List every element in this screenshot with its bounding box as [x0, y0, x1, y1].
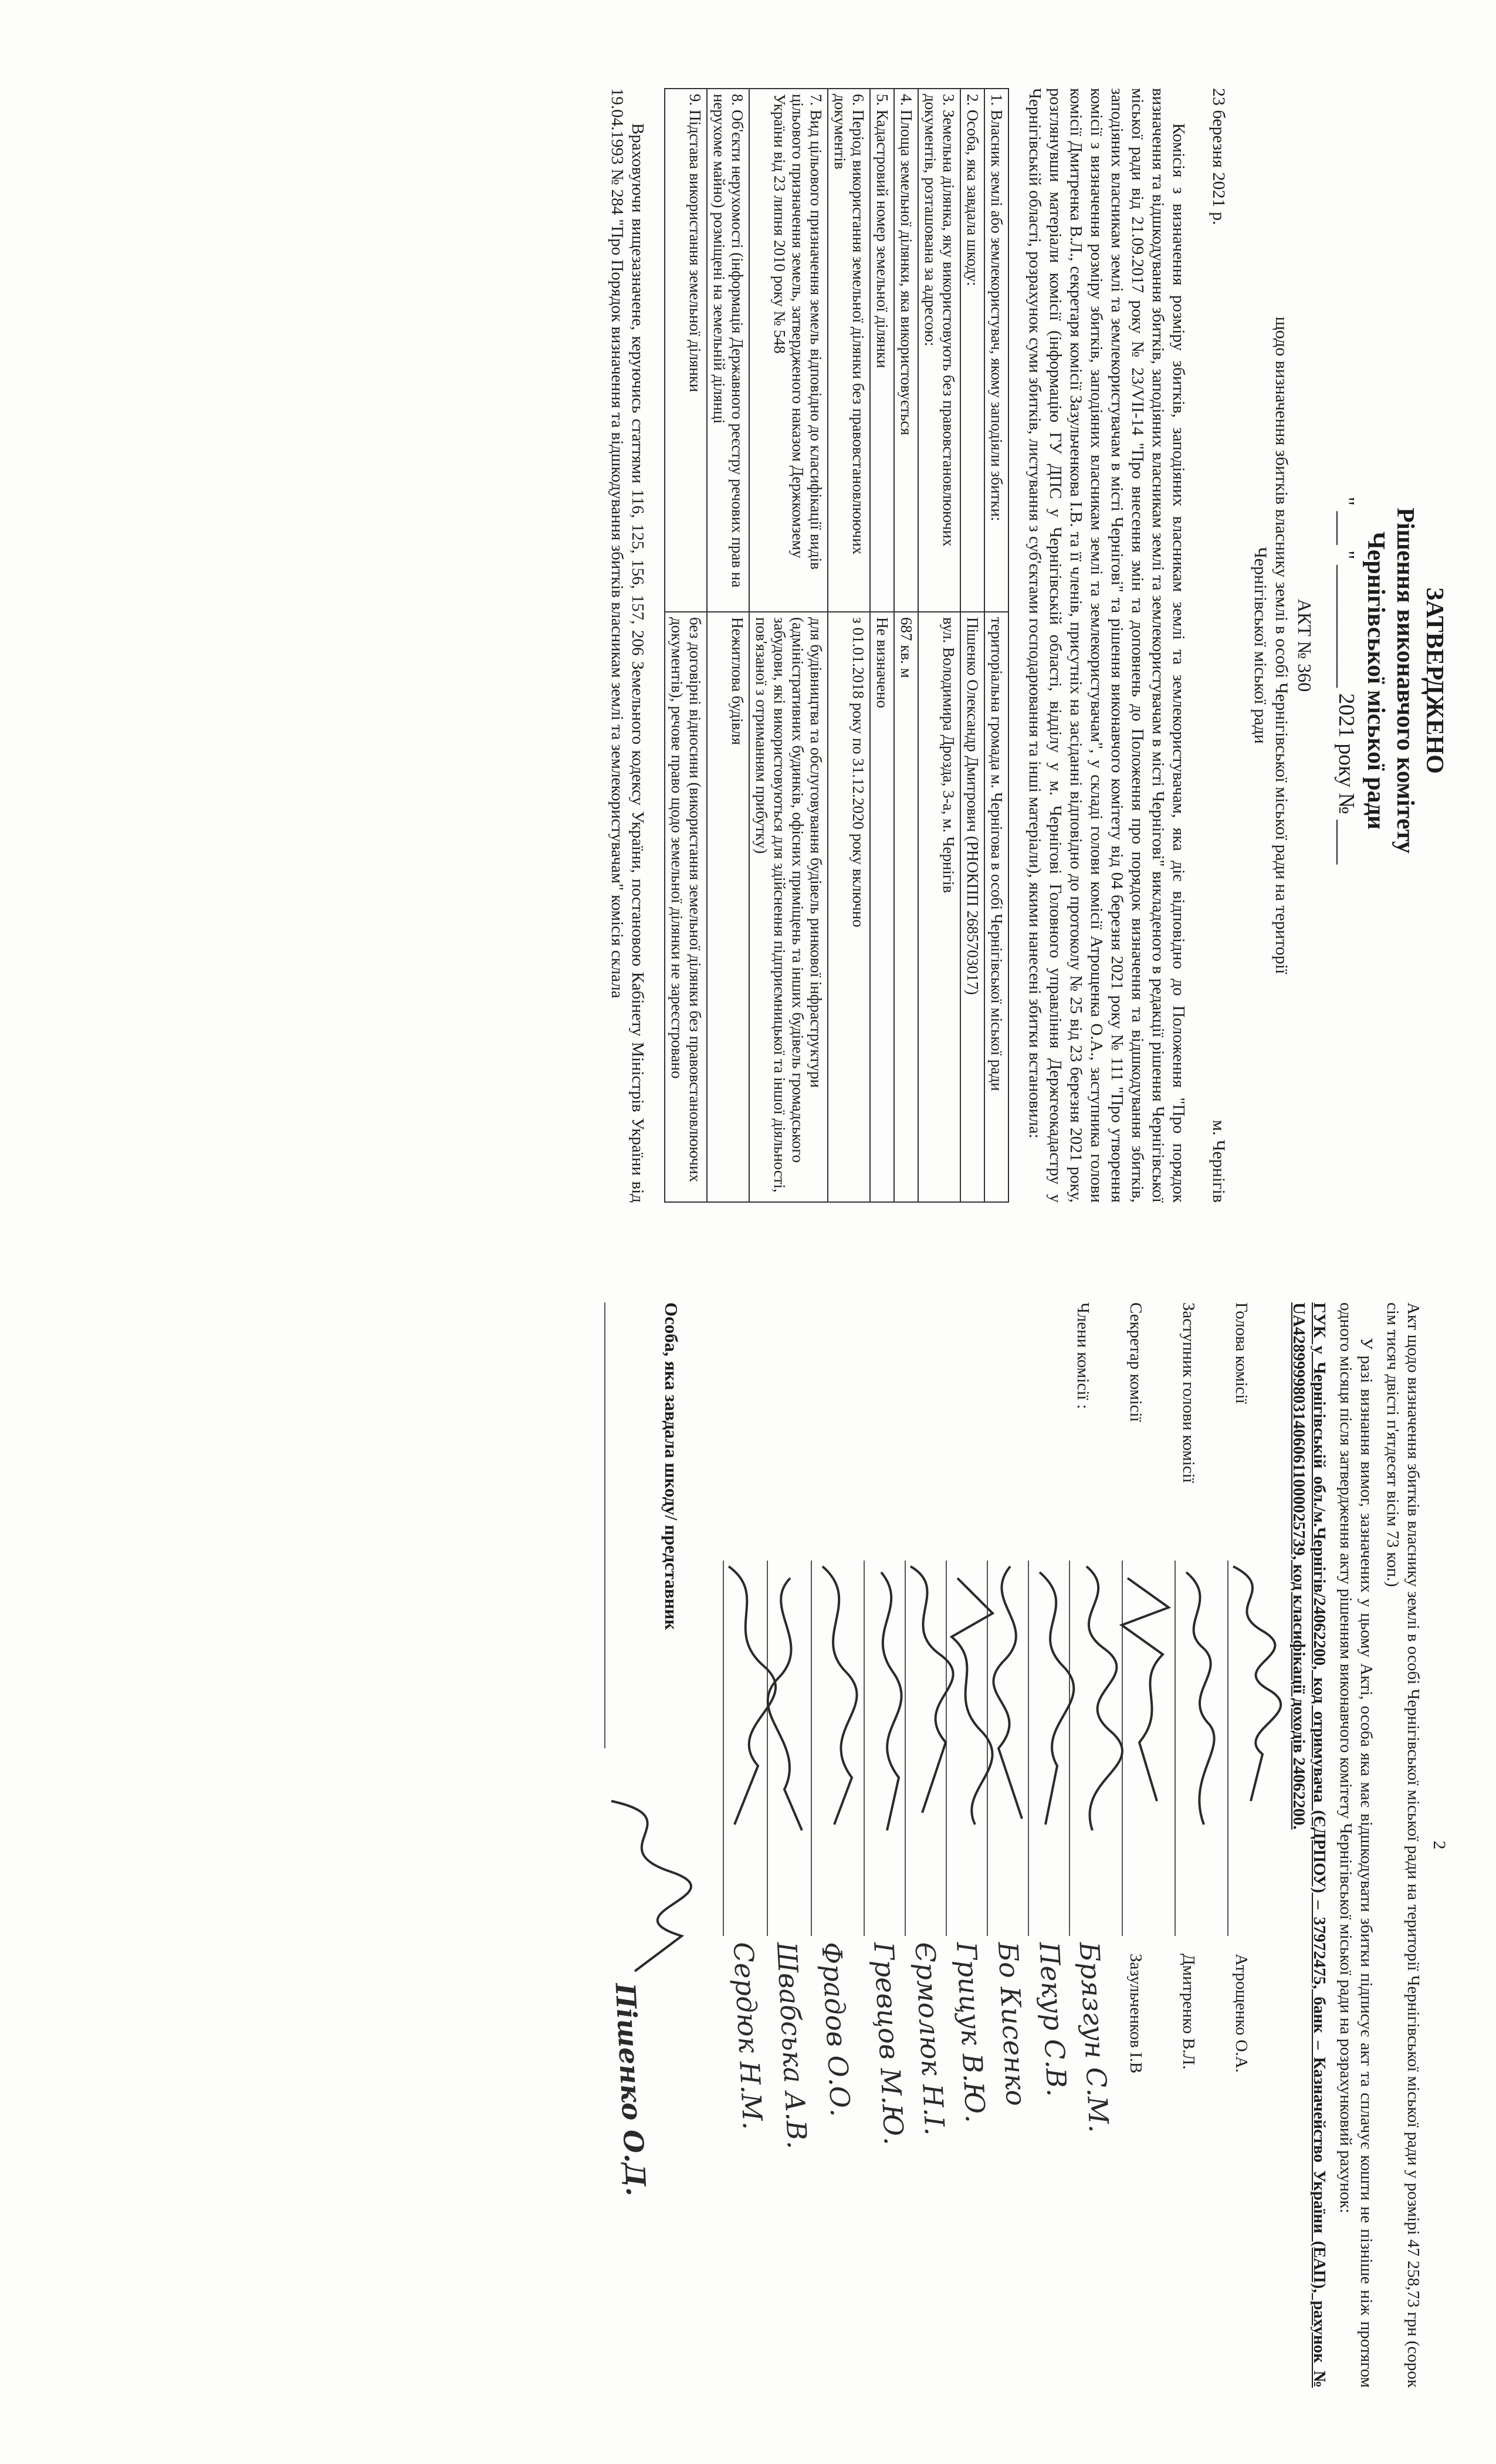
act-summary-text: Акт щодо визначення збитків власнику землі в особі Чернігівської міської ради на території Чернігівської міської ради у розмірі 47 258,73 грн (сорок сім тисяч двісті п'ятдесят вісім 73 коп.): [1383, 1302, 1423, 2388]
decision-label: Рішення виконавчого комітету: [1392, 507, 1419, 854]
table-row: [984, 89, 1008, 1202]
row-label: 9. Підстава використання земельної ділянки: [665, 89, 707, 612]
row-value: для будівництва та обслуговування будівель ринкової інфраструктури (адміністративних будинків, офісних приміщень та інших будівель громадського забудови, які використовуються для здійснення підприємницької та іншої діяльності, пов'язаної з отриманням прибутку): [749, 612, 828, 1202]
table-row: [828, 89, 870, 1202]
act-body-text: Комісія з визначення розміру збитків, заподіяних власникам землі та землекористувачам, яка діє відповідно до Положення "Про порядок визначення та відшкодування збитків, заподіяних власникам землі та землекористувачам в місті Чернігові" викладеного в редакції рішення Чернігівської міської ради від 21.09.2017 року № 23/VII-14 "Про внесення змін та доповнень до Положення про порядок визначення та відшкодування збитків, заподіяних власникам землі та землекористувачам в місті Чернігові" та рішення виконавчого комітету від 04 березня 2021 року № 111 "Про утворення комісії з визначення розміру збитків, заподіяних власникам землі та землекористувачам", у складі голови комісії Атрощенка О.А., заступника голови комісії Дмитренка В.Л., секретаря комісії Зазульченкова І.В. та її членів, присутніх на засіданні відповідно до протоколу № 25 від 23 березня 2021 року, розглянувши матеріали комісії (інформацію ГУ ДПС у Чернігівській області, відділу у м. Чернігові Головного управління Держгеокадастру у Чернігівській області, розрахунок суми збитків, листування з суб'єктами господарювання та інші матеріали), якими нанесені збитки встановила:: [1025, 88, 1188, 1203]
row-value: без договірні відносини (використання земельної ділянки без правовстановлюючих документів), речове право щодо земельної ділянки не зареєстровано: [665, 612, 707, 1202]
approval-block: [1332, 417, 1449, 945]
signer-name: Атрощенко О.А.: [1232, 1954, 1251, 2073]
role-label: Заступник голови комісії: [1179, 1302, 1198, 1483]
member-handwritten-name: Пекур С.В.: [1033, 1941, 1073, 2098]
date-line: [1209, 88, 1228, 1203]
member-handwritten-name: Швабська А.В.: [770, 1941, 814, 2150]
table-row: [960, 89, 984, 1202]
row-value: з 01.01.2018 року по 31.12.2020 року включно: [828, 612, 870, 1202]
row-label: 4. Площа земельної ділянки, яка використовується: [894, 89, 918, 612]
table-row: [918, 89, 960, 1202]
act-page-1: [607, 88, 1449, 1203]
role-label: Секретар комісії: [1126, 1302, 1145, 1422]
act-subtitle-1: щодо визначення збитків власнику землі в особі Чернігівської міської ради на території: [1272, 316, 1291, 974]
row-value: Нежитлова будівля: [707, 612, 749, 1202]
member-handwritten-name: Грицук В.Ю.: [950, 1941, 992, 2124]
signer-name: Зазульченков І.В: [1126, 1954, 1145, 2074]
table-row: [665, 89, 707, 1202]
member-handwritten-name: Фрадов О.О.: [815, 1941, 857, 2118]
row-label: 6. Період використання земельної ділянки без правовстановлюючих документів: [828, 89, 870, 612]
signature-row-member: [711, 1302, 769, 2388]
damage-info-table: [664, 88, 1009, 1203]
signature-line: [604, 1302, 605, 1748]
row-label: 7. Вид цільового призначення земель відповідно до класифікації видів цільового призначення земель, затвердженого наказом Держкомзему України від 23 липня 2010 року № 548: [749, 89, 828, 612]
payment-instructions: У разі визнання вимог, зазначених у цьому Акті, особа яка має відшкодувати збитки підписує акт та сплачує кошти не пізніше ніж протягом одного місяця після затвердження акту рішенням виконавчого комітету Чернігівської міської ради на розрахунковий рахунок:: [1336, 1302, 1376, 2388]
member-handwritten-name: Сердюк Н.М.: [727, 1941, 769, 2131]
row-value: територіальна громада м. Чернігова в особі Чернігівської міської ради: [984, 612, 1008, 1202]
payment-account-details: ГУК у Чернігівській обл./м.Чернігів/24062200, код отримувача (ЄДРПОУ) – 37972475, банк – Казначейство України (ЕАП), рахунок № UA428999980314060611000025739, код класифікації доходів 24062200.: [1289, 1302, 1329, 2388]
row-value: Не визначено: [870, 612, 894, 1202]
role-label: Голова комісії: [1232, 1302, 1251, 1404]
representative-handwritten-name: Пішенко О.Д.: [609, 1982, 652, 2197]
row-value: вул. Володимира Дрозда, 3-а, м. Чернігів: [918, 612, 960, 1202]
row-label: 3. Земельна ділянка, яку використовують без правовстановлюючих документів, розташована за адресою:: [918, 89, 960, 612]
handwritten-signature-image: [588, 1783, 705, 1995]
table-row: [707, 89, 749, 1202]
commission-signatures-more: [705, 1302, 857, 2388]
approved-label: ЗАТВЕРДЖЕНО: [1421, 587, 1448, 774]
row-label: 8. Об'єкти нерухомості (інформація Державного реєстру речових прав на нерухоме майно) розміщені на земельній ділянці: [707, 89, 749, 612]
representative-label: Особа, яка завдала шкоду/ представник: [661, 1302, 682, 1630]
representative-signature: [588, 1302, 682, 2388]
act-page-2: [588, 1302, 1449, 2388]
member-handwritten-name: Гревцов М.Ю.: [867, 1941, 911, 2146]
act-title: АКТ № 360: [1294, 598, 1315, 692]
act-subtitle-2: Чернігівської міської ради: [1251, 547, 1270, 744]
signer-name: Дмитренко В.Л.: [1179, 1954, 1198, 2070]
table-row: [894, 89, 918, 1202]
row-label: 1. Власник землі або землекористувач, якому заподіяли збитки:: [984, 89, 1008, 612]
page-number: 2: [1430, 1840, 1449, 1850]
row-label: 5. Кадастровий номер земельної ділянки: [870, 89, 894, 612]
conclusion-text: Враховуючи вищезазначене, керуючись статтями 116, 125, 156, 157, 206 Земельного кодексу України, постановою Кабінету Міністрів України від 19.04.1993 № 284 "Про Порядок визначення та відшкодування збитків власникам землі та землекористувачам" комісія склала: [608, 88, 647, 1203]
table-row: [870, 89, 894, 1202]
member-handwritten-name: Бо Кисенко: [991, 1941, 1033, 2107]
handwritten-signature-image: [711, 1555, 781, 1860]
row-value: Пішенко Олександр Дмитрович (РНОКПП 2685703017): [960, 612, 984, 1202]
role-label: Члени комісії :: [1074, 1302, 1092, 1409]
member-handwritten-name: Єрмолюк Н.І.: [909, 1941, 951, 2137]
commission-signatures: [852, 1302, 1263, 2388]
table-row: [749, 89, 828, 1202]
member-handwritten-name: Брязгун С.М.: [1073, 1941, 1115, 2134]
act-date: 23 березня 2021 р.: [1209, 88, 1228, 225]
decision-number-line: " ___ " ___________ 2021 року № ____: [1334, 496, 1359, 865]
act-city: м. Чернігів: [1209, 1120, 1228, 1203]
council-label: Чернігівської міської ради: [1362, 531, 1389, 830]
row-label: 2. Особа, яка завдала шкоду:: [960, 89, 984, 612]
row-value: 687 кв. м: [894, 612, 918, 1202]
